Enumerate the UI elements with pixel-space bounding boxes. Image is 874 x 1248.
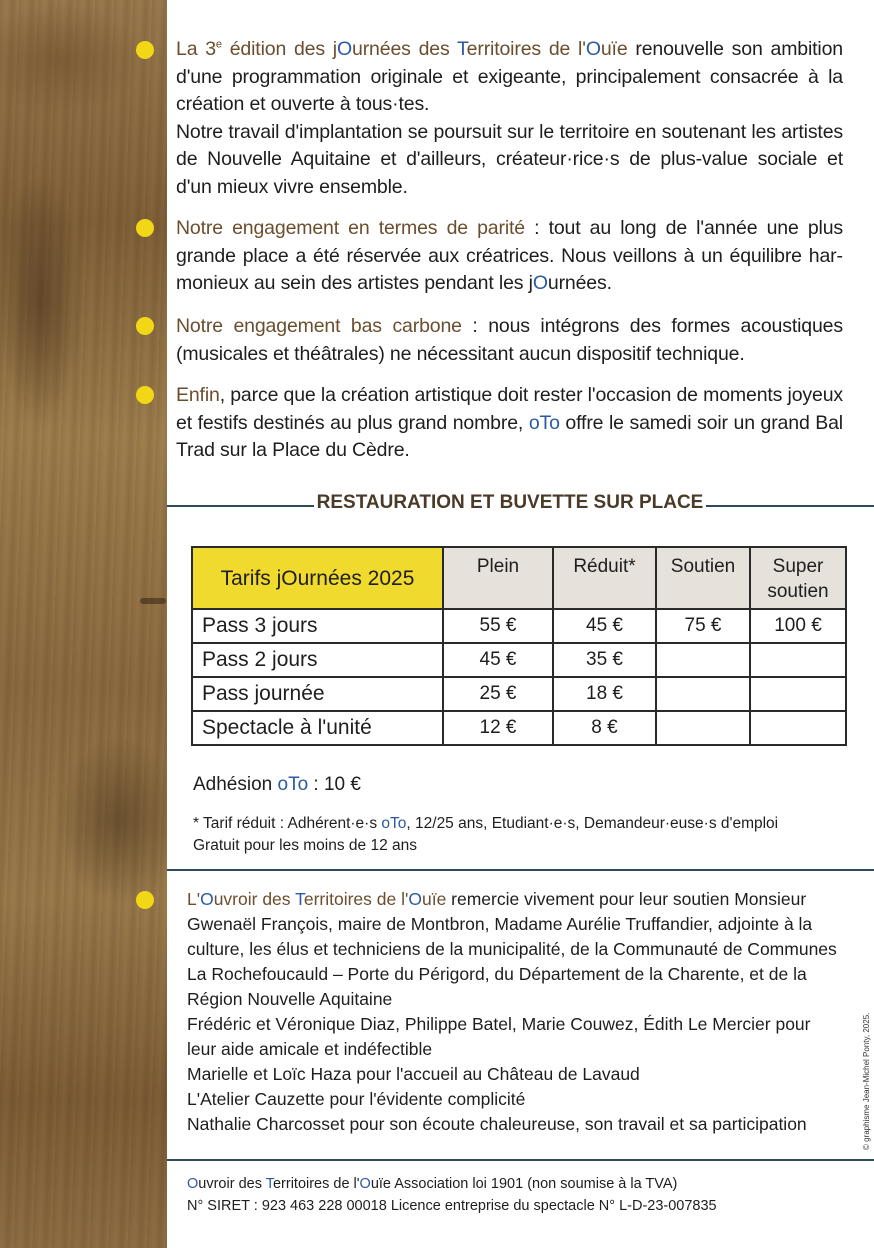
org-name: L' xyxy=(187,889,201,909)
footer-text: uvroir des xyxy=(198,1176,266,1192)
bullet-dot xyxy=(136,317,154,335)
carbon-lead: Notre engagement bas carbone xyxy=(176,315,462,337)
parity-text: : tout au long de l'année une plus grande place a été réservée aux créatrices. Nous veillons à un équilibre harmonieux au sein des artistes pendant les j xyxy=(176,217,843,294)
note-text: , 12/25 ans, Etudiant·e·s, Demandeur·euse·s d'emploi xyxy=(406,815,779,832)
cell-soutien xyxy=(656,711,750,745)
footer-siret: N° SIRET : 923 463 228 00018 Licence entreprise du spectacle N° L-D-23-007835 xyxy=(187,1198,717,1214)
header-soutien: Soutien xyxy=(656,547,750,609)
table-row xyxy=(192,711,846,745)
org-name: uïe xyxy=(421,889,447,909)
cell-soutien: 75 € xyxy=(656,609,750,643)
thanks-block xyxy=(187,887,839,1137)
note-text: * Tarif réduit : Adhérent·e·s xyxy=(193,815,382,832)
intro-lead: édition des j xyxy=(221,38,337,60)
adhesion-label: Adhésion xyxy=(193,774,278,795)
parity-lead: Notre engagement en termes de parité xyxy=(176,217,525,239)
cell-reduit: 8 € xyxy=(553,711,656,745)
footer-text: uïe Association loi 1901 (non soumise à la TVA) xyxy=(370,1176,678,1192)
header-plein: Plein xyxy=(443,547,553,609)
org-letter: O xyxy=(408,889,422,909)
cell-soutien xyxy=(656,677,750,711)
table-row xyxy=(192,643,846,677)
org-name: uvroir des xyxy=(213,889,296,909)
finally-text-end: offre le samedi soir un grand Bal Trad sur la Place du Cèdre. xyxy=(176,411,843,461)
table-header-row xyxy=(192,547,846,609)
design-credit: © graphisme Jean-Michel Ponty, 2025. xyxy=(862,1012,871,1150)
note-free: Gratuit pour les moins de 12 ans xyxy=(193,837,418,854)
cell-plein: 25 € xyxy=(443,677,553,711)
section-rule-right xyxy=(706,505,874,507)
adhesion-value: : 10 € xyxy=(308,774,361,795)
intro-text-2: Notre travail d'implantation se poursuit sur le territoire en soutenant les artistes de Nouvelle Aquitaine et d'ailleurs, créateur·rice·s de plus-value sociale et d'un mieux vivre ensemble. xyxy=(176,120,843,198)
intro-letter: T xyxy=(457,38,467,60)
header-super-soutien: Super soutien xyxy=(750,547,846,609)
intro-lead: urnées des xyxy=(352,38,458,60)
table-row xyxy=(192,609,846,643)
org-name: erritoires de l' xyxy=(303,889,409,909)
tarifs-table xyxy=(191,546,847,746)
thanks-p5: Nathalie Charcosset pour son écoute chaleureuse, son travail et sa participation xyxy=(187,1114,807,1134)
finally-text: , parce que la création artistique doit rester l'occasion de moments joyeux et festifs destinés au plus grand nombre, xyxy=(176,384,844,434)
intro-lead: erritoires de l' xyxy=(466,38,586,60)
parity-letter: O xyxy=(532,272,548,294)
cell-plein: 45 € xyxy=(443,643,553,677)
wood-knot xyxy=(140,598,166,604)
finally-lead: Enfin xyxy=(176,384,220,406)
thanks-p4: L'Atelier Cauzette pour l'évidente complicité xyxy=(187,1089,526,1109)
table-row xyxy=(192,677,846,711)
footer-text: erritoires de l' xyxy=(272,1176,360,1192)
intro-text: renouvelle son ambition d'une programmation originale et exigeante, principalement consacrée à la création et ouverte à tous·tes. xyxy=(176,38,844,115)
intro-letter: O xyxy=(336,38,353,60)
org-letter: O xyxy=(187,1176,199,1192)
cell-reduit: 18 € xyxy=(553,677,656,711)
oto-brand: oTo xyxy=(381,815,407,832)
bullet-dot xyxy=(136,41,154,59)
org-letter: O xyxy=(200,889,214,909)
oto-brand: oTo xyxy=(528,411,560,434)
thanks-p3: Marielle et Loïc Haza pour l'accueil au Château de Lavaud xyxy=(187,1064,640,1084)
footer xyxy=(187,1173,827,1217)
table-corner: Tarifs jOurnées 2025 xyxy=(192,547,443,609)
org-letter: T xyxy=(265,1176,273,1192)
footer-rule xyxy=(167,1159,874,1161)
cell-reduit: 35 € xyxy=(553,643,656,677)
org-letter: O xyxy=(359,1176,371,1192)
header-reduit: Réduit* xyxy=(553,547,656,609)
cell-plein: 55 € xyxy=(443,609,553,643)
bullet-dot xyxy=(136,891,154,909)
intro-paragraph xyxy=(176,36,843,201)
thanks-p1 xyxy=(187,887,839,1012)
carbon-text: : nous intégrons des formes acoustiques (musicales et théâtrales) ne nécessitant aucun dispositif technique. xyxy=(176,315,843,365)
cell-super xyxy=(750,711,846,745)
wood-sidebar xyxy=(0,0,167,1248)
bullet-dot xyxy=(136,219,154,237)
cell-soutien xyxy=(656,643,750,677)
intro-sup: e xyxy=(215,38,222,51)
cell-super: 100 € xyxy=(750,609,846,643)
tarif-note xyxy=(193,813,853,857)
adhesion-line xyxy=(193,774,361,796)
intro-letter: O xyxy=(585,38,601,60)
row-label: Pass 3 jours xyxy=(192,609,443,643)
cell-super xyxy=(750,677,846,711)
thanks-text: remercie vivement pour leur soutien Monsieur Gwenaël François, maire de Montbron, Madame Aurélie Truffandier, adjointe à la culture, les élus et techniciens de la municipalité, de la Communauté de Communes La Rochefoucauld – Porte du Périgord, du Département de la Charente, et de la Région Nouvelle Aquitaine xyxy=(187,889,837,1009)
cell-super xyxy=(750,643,846,677)
carbon-paragraph xyxy=(176,313,843,368)
bullet-dot xyxy=(136,386,154,404)
parity-paragraph xyxy=(176,215,843,298)
section-rule-left xyxy=(167,505,314,507)
oto-brand: oTo xyxy=(277,774,309,795)
row-label: Spectacle à l'unité xyxy=(192,711,443,745)
intro-lead: uïe xyxy=(600,38,628,60)
parity-text-end: urnées. xyxy=(547,272,612,294)
row-label: Pass journée xyxy=(192,677,443,711)
cell-reduit: 45 € xyxy=(553,609,656,643)
finally-paragraph xyxy=(176,382,843,465)
section-title: RESTAURATION ET BUVETTE SUR PLACE xyxy=(316,492,704,513)
intro-lead: La 3 xyxy=(176,38,216,60)
thanks-p2: Frédéric et Véronique Diaz, Philippe Batel, Marie Couwez, Édith Le Mercier pour leur aide amicale et indéfectible xyxy=(187,1014,811,1059)
org-letter: T xyxy=(295,889,304,909)
cell-plein: 12 € xyxy=(443,711,553,745)
divider-rule xyxy=(167,869,874,871)
row-label: Pass 2 jours xyxy=(192,643,443,677)
